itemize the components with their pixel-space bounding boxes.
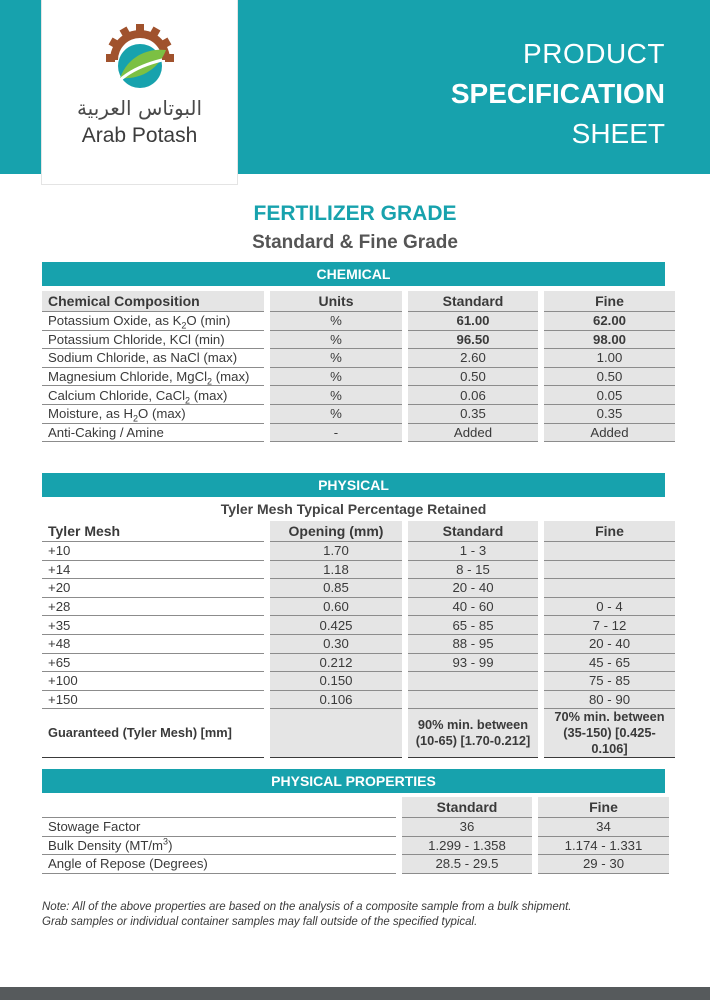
mesh-cell: +65	[42, 654, 264, 673]
opening-cell: 1.18	[270, 561, 402, 580]
col-header-units: Units	[270, 291, 402, 312]
fine-cell: 34	[538, 818, 669, 837]
standard-cell	[408, 691, 538, 710]
col-header-composition: Chemical Composition	[42, 291, 264, 312]
grade-title: FERTILIZER GRADE	[253, 202, 457, 225]
label-script: 3	[163, 836, 169, 847]
footnote-line2: Grab samples or individual container samples may fall outside of the specified typical.	[42, 916, 478, 928]
col-header-fine: Fine	[544, 521, 675, 542]
mesh-row	[42, 542, 675, 561]
property-row	[42, 837, 669, 856]
label-text: Magnesium Chloride, MgCl	[48, 369, 208, 385]
property-row	[42, 818, 669, 837]
row-label	[42, 312, 264, 331]
standard-cell: 0.06	[408, 386, 538, 405]
col-header-opening: Opening (mm)	[270, 521, 402, 542]
col-header-property	[42, 797, 396, 818]
physical-table	[36, 521, 681, 758]
mesh-cell: +35	[42, 616, 264, 635]
physical-section-bar: PHYSICAL	[42, 473, 665, 497]
footer-bar	[0, 987, 710, 1000]
mesh-row	[42, 616, 675, 635]
guaranteed-row	[42, 709, 675, 758]
label-tail: O (min)	[186, 313, 231, 329]
fine-cell: 7 - 12	[544, 616, 675, 635]
mesh-row	[42, 654, 675, 673]
mesh-row	[42, 561, 675, 580]
physical-header-row	[42, 521, 675, 542]
label-script: 2	[185, 395, 191, 405]
fine-cell: 75 - 85	[544, 672, 675, 691]
row-label	[42, 349, 264, 368]
chemical-header-row	[42, 291, 675, 312]
label-text: Angle of Repose (Degrees)	[48, 856, 208, 872]
footnote	[42, 900, 672, 930]
chemical-row	[42, 368, 675, 387]
fine-cell	[544, 542, 675, 561]
property-row	[42, 855, 669, 874]
col-header-standard: Standard	[402, 797, 532, 818]
mesh-cell: +48	[42, 635, 264, 654]
col-header-fine: Fine	[544, 291, 675, 312]
label-tail: O (max)	[138, 406, 186, 422]
guaranteed-fine-line1: 70% min. between	[554, 709, 665, 725]
fine-cell: 45 - 65	[544, 654, 675, 673]
company-logo	[42, 0, 237, 184]
standard-cell: 65 - 85	[408, 616, 538, 635]
unit-cell: %	[270, 312, 402, 331]
standard-cell: Added	[408, 424, 538, 443]
title-product: PRODUCT	[523, 38, 665, 69]
standard-cell: 28.5 - 29.5	[402, 855, 532, 874]
fine-cell: 0 - 4	[544, 598, 675, 617]
fine-cell: 0.50	[544, 368, 675, 387]
label-text: Calcium Chloride, CaCl	[48, 387, 186, 403]
standard-cell: 1.299 - 1.358	[402, 837, 532, 856]
col-header-standard: Standard	[408, 291, 538, 312]
standard-cell: 1 - 3	[408, 542, 538, 561]
standard-cell: 61.00	[408, 312, 538, 331]
standard-cell: 0.35	[408, 405, 538, 424]
chemical-section-bar: CHEMICAL	[42, 262, 665, 286]
fine-cell: 1.00	[544, 349, 675, 368]
standard-cell: 40 - 60	[408, 598, 538, 617]
mesh-row	[42, 691, 675, 710]
mesh-cell: +20	[42, 579, 264, 598]
col-header-tyler-mesh: Tyler Mesh	[42, 521, 264, 542]
standard-cell: 8 - 15	[408, 561, 538, 580]
standard-cell: 20 - 40	[408, 579, 538, 598]
standard-cell: 96.50	[408, 331, 538, 350]
chemical-row	[42, 349, 675, 368]
row-label	[42, 368, 264, 387]
fine-cell: 29 - 30	[538, 855, 669, 874]
fine-cell: 0.35	[544, 405, 675, 424]
title-sheet: SHEET	[571, 118, 665, 149]
opening-cell: 0.60	[270, 598, 402, 617]
opening-cell: 0.150	[270, 672, 402, 691]
mesh-cell: +100	[42, 672, 264, 691]
logo-arabic-text: البوتاس العربية	[76, 96, 203, 120]
mesh-cell: +28	[42, 598, 264, 617]
chemical-table	[36, 291, 681, 442]
guaranteed-fine	[544, 709, 675, 758]
properties-header-row	[42, 797, 669, 818]
row-label	[42, 424, 264, 443]
guaranteed-standard-line2: (10-65) [1.70-0.212]	[415, 733, 531, 749]
standard-cell	[408, 672, 538, 691]
label-text: Potassium Oxide, as K	[48, 313, 182, 329]
row-label	[42, 837, 396, 856]
mesh-row	[42, 672, 675, 691]
standard-cell: 36	[402, 818, 532, 837]
mesh-row	[42, 579, 675, 598]
row-label	[42, 405, 264, 424]
row-label	[42, 855, 396, 874]
standard-cell: 88 - 95	[408, 635, 538, 654]
label-text: Moisture, as H	[48, 406, 134, 422]
fine-cell: 98.00	[544, 331, 675, 350]
standard-cell: 2.60	[408, 349, 538, 368]
guaranteed-standard-line1: 90% min. between	[417, 717, 529, 733]
physical-properties-table	[36, 797, 675, 874]
guaranteed-standard	[408, 709, 538, 758]
label-tail: (max)	[212, 369, 250, 385]
mesh-cell: +14	[42, 561, 264, 580]
fine-cell: 62.00	[544, 312, 675, 331]
guaranteed-fine-line2: (35-150) [0.425-0.106]	[563, 725, 656, 757]
guaranteed-label: Guaranteed (Tyler Mesh) [mm]	[42, 709, 264, 758]
grade-subtitle: Standard & Fine Grade	[252, 232, 458, 253]
label-script: 2	[133, 413, 139, 424]
label-script: 2	[181, 320, 187, 331]
unit-cell: %	[270, 386, 402, 405]
footnote-line1: Note: All of the above properties are based on the analysis of a composite sample from a bulk shipment.	[42, 901, 572, 913]
label-tail: (max)	[190, 387, 228, 403]
physical-subtitle: Tyler Mesh Typical Percentage Retained	[220, 501, 487, 517]
fine-cell: 1.174 - 1.331	[538, 837, 669, 856]
chemical-row	[42, 312, 675, 331]
label-text: Stowage Factor	[48, 819, 141, 835]
unit-cell: %	[270, 405, 402, 424]
mesh-row	[42, 598, 675, 617]
col-header-standard: Standard	[408, 521, 538, 542]
physical-properties-section-bar: PHYSICAL PROPERTIES	[42, 769, 665, 793]
label-text: Potassium Chloride, KCl (min)	[48, 331, 225, 347]
fine-cell	[544, 579, 675, 598]
unit-cell: -	[270, 424, 402, 443]
label-tail: )	[168, 837, 173, 853]
standard-cell: 93 - 99	[408, 654, 538, 673]
fine-cell: 20 - 40	[544, 635, 675, 654]
title-specification: SPECIFICATION	[450, 78, 665, 109]
label-text: Sodium Chloride, as NaCl (max)	[48, 350, 238, 366]
unit-cell: %	[270, 349, 402, 368]
fine-cell: 0.05	[544, 386, 675, 405]
logo-english-text: Arab Potash	[81, 124, 198, 147]
opening-cell: 0.85	[270, 579, 402, 598]
row-label	[42, 386, 264, 405]
mesh-row	[42, 635, 675, 654]
fine-cell	[544, 561, 675, 580]
guaranteed-opening	[270, 709, 402, 758]
row-label	[42, 818, 396, 837]
opening-cell: 0.106	[270, 691, 402, 710]
fine-cell: Added	[544, 424, 675, 443]
unit-cell: %	[270, 331, 402, 350]
chemical-row	[42, 386, 675, 405]
opening-cell: 0.212	[270, 654, 402, 673]
chemical-row	[42, 331, 675, 350]
opening-cell: 1.70	[270, 542, 402, 561]
chemical-row	[42, 405, 675, 424]
fine-cell: 80 - 90	[544, 691, 675, 710]
opening-cell: 0.425	[270, 616, 402, 635]
opening-cell: 0.30	[270, 635, 402, 654]
row-label	[42, 331, 264, 350]
label-text: Anti-Caking / Amine	[48, 424, 164, 440]
standard-cell: 0.50	[408, 368, 538, 387]
col-header-fine: Fine	[538, 797, 669, 818]
unit-cell: %	[270, 368, 402, 387]
mesh-cell: +10	[42, 542, 264, 561]
logo-gear-leaf-icon	[104, 22, 176, 94]
label-text: Bulk Density (MT/m	[48, 837, 164, 853]
mesh-cell: +150	[42, 691, 264, 710]
chemical-row	[42, 424, 675, 443]
label-script: 2	[207, 376, 213, 387]
